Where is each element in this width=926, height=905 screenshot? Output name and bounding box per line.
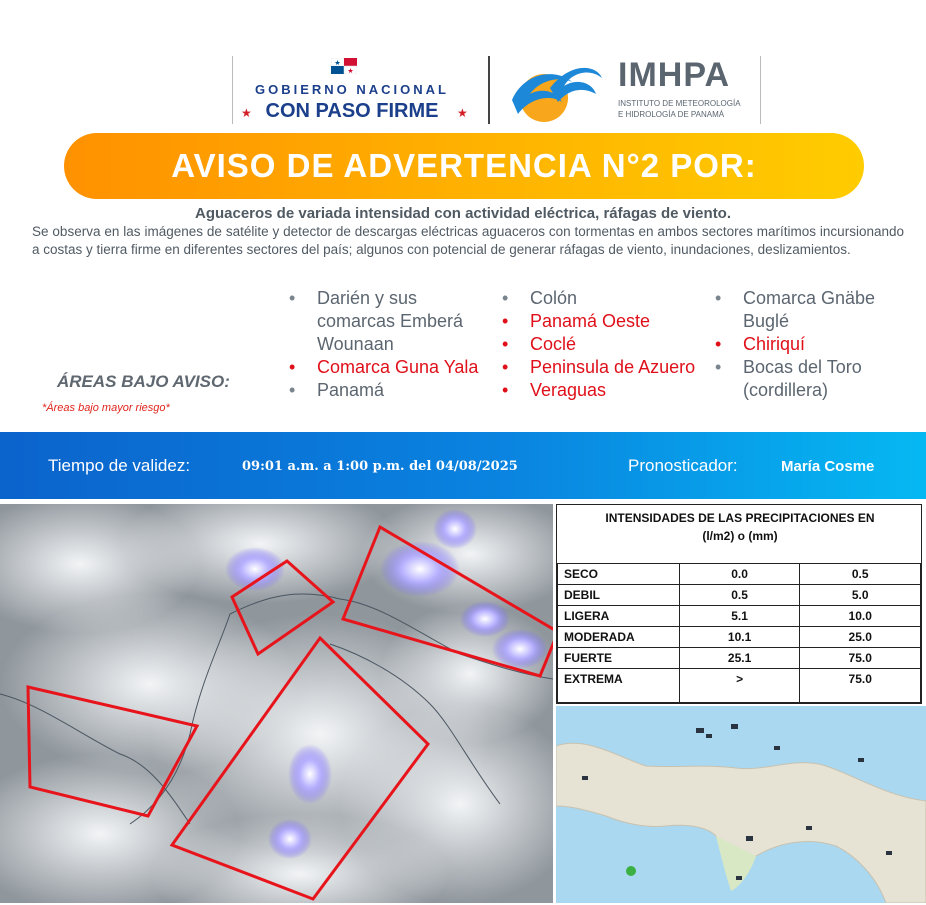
intensity-to: 0.5 xyxy=(800,564,921,585)
area-item-high-risk: • Chiriquí xyxy=(715,333,915,356)
warning-description: Se observa en las imágenes de satélite y detector de descargas eléctricas aguaceros con tormentas en ambos sectores marítimos incursionando a costas y tierra firme en diferentes sectores del país; algunos con potencial de generar ráfagas de viento, inundaciones, deslizamientos. xyxy=(32,224,904,257)
area-item: • Comarca Gnäbe Buglé xyxy=(715,287,915,333)
org-sub-line1: INSTITUTO DE METEOROLOGÍA xyxy=(618,99,741,108)
areas-note: *Áreas bajo mayor riesgo* xyxy=(42,402,170,414)
forecaster-label: Pronosticador: xyxy=(628,456,738,475)
areas-column-3 xyxy=(715,287,915,402)
satellite-image xyxy=(0,504,553,903)
coiba-island xyxy=(626,866,636,876)
precip-table-grid xyxy=(557,563,921,703)
precip-title-line2: (l/m2) o (mm) xyxy=(702,529,778,543)
table-row xyxy=(558,627,921,648)
intensity-to: 10.0 xyxy=(800,606,921,627)
area-item-high-risk: • Comarca Guna Yala xyxy=(289,356,489,379)
panama-flag-icon xyxy=(331,58,357,74)
intensity-from: 25.1 xyxy=(679,648,800,669)
intensity-to: 75.0 xyxy=(800,648,921,669)
table-row xyxy=(558,648,921,669)
precip-table-title xyxy=(557,509,923,545)
areas-label: ÁREAS BAJO AVISO: xyxy=(57,372,230,391)
area-item-high-risk: • Veraguas xyxy=(502,379,702,402)
area-item-high-risk: • Panamá Oeste xyxy=(502,310,702,333)
warning-banner xyxy=(64,133,864,199)
gov-line1: GOBIERNO NACIONAL xyxy=(255,82,449,97)
intensity-name: FUERTE xyxy=(558,648,680,669)
gov-line2: CON PASO FIRME xyxy=(265,100,439,122)
star-icon: ★ xyxy=(241,106,252,120)
government-logo xyxy=(232,56,471,124)
org-name: IMHPA xyxy=(618,56,731,94)
validity-label: Tiempo de validez: xyxy=(48,456,191,475)
precip-title-line1: INTENSIDADES DE LAS PRECIPITACIONES EN xyxy=(605,511,875,525)
areas-column-1 xyxy=(289,287,489,402)
intensity-name: EXTREMA xyxy=(558,669,680,703)
area-item-high-risk: • Coclé xyxy=(502,333,702,356)
intensity-name: MODERADA xyxy=(558,627,680,648)
area-item: • Panamá xyxy=(289,379,489,402)
intensity-to: 25.0 xyxy=(800,627,921,648)
intensity-to: 75.0 xyxy=(800,669,921,703)
area-item: • Colón xyxy=(502,287,702,310)
table-row xyxy=(558,606,921,627)
forecaster-name: María Cosme xyxy=(781,458,875,475)
warning-title: AVISO DE ADVERTENCIA N°2 POR: xyxy=(171,147,757,184)
validity-bar xyxy=(0,432,926,499)
intensity-name: SECO xyxy=(558,564,680,585)
imhpa-logo-icon xyxy=(510,58,604,124)
table-row xyxy=(558,585,921,606)
precipitation-table xyxy=(556,504,922,704)
area-item: • Bocas del Toro (cordillera) xyxy=(715,356,915,402)
org-subtitle xyxy=(618,98,741,120)
area-item: • Darién y sus comarcas Emberá Wounaan xyxy=(289,287,489,356)
intensity-to: 5.0 xyxy=(800,585,921,606)
intensity-name: LIGERA xyxy=(558,606,680,627)
table-row xyxy=(558,669,921,703)
warning-headline: Aguaceros de variada intensidad con actividad eléctrica, ráfagas de viento. xyxy=(194,205,732,222)
areas-column-2 xyxy=(502,287,702,402)
logo-divider xyxy=(488,56,490,124)
intensity-name: DEBIL xyxy=(558,585,680,606)
table-row xyxy=(558,564,921,585)
area-item-high-risk: • Peninsula de Azuero xyxy=(502,356,702,379)
intensity-from: 5.1 xyxy=(679,606,800,627)
logo-edge-line xyxy=(760,56,761,124)
org-sub-line2: E HIDROLOGÍA DE PANAMÁ xyxy=(618,110,725,119)
header-logos xyxy=(232,56,762,126)
star-icon: ★ xyxy=(457,106,468,120)
intensity-from: > xyxy=(679,669,800,703)
intensity-from: 10.1 xyxy=(679,627,800,648)
validity-time: 09:01 a.m. a 1:00 p.m. del 04/08/2025 xyxy=(242,459,518,474)
lightning-map xyxy=(556,706,926,903)
intensity-from: 0.5 xyxy=(679,585,800,606)
intensity-from: 0.0 xyxy=(679,564,800,585)
